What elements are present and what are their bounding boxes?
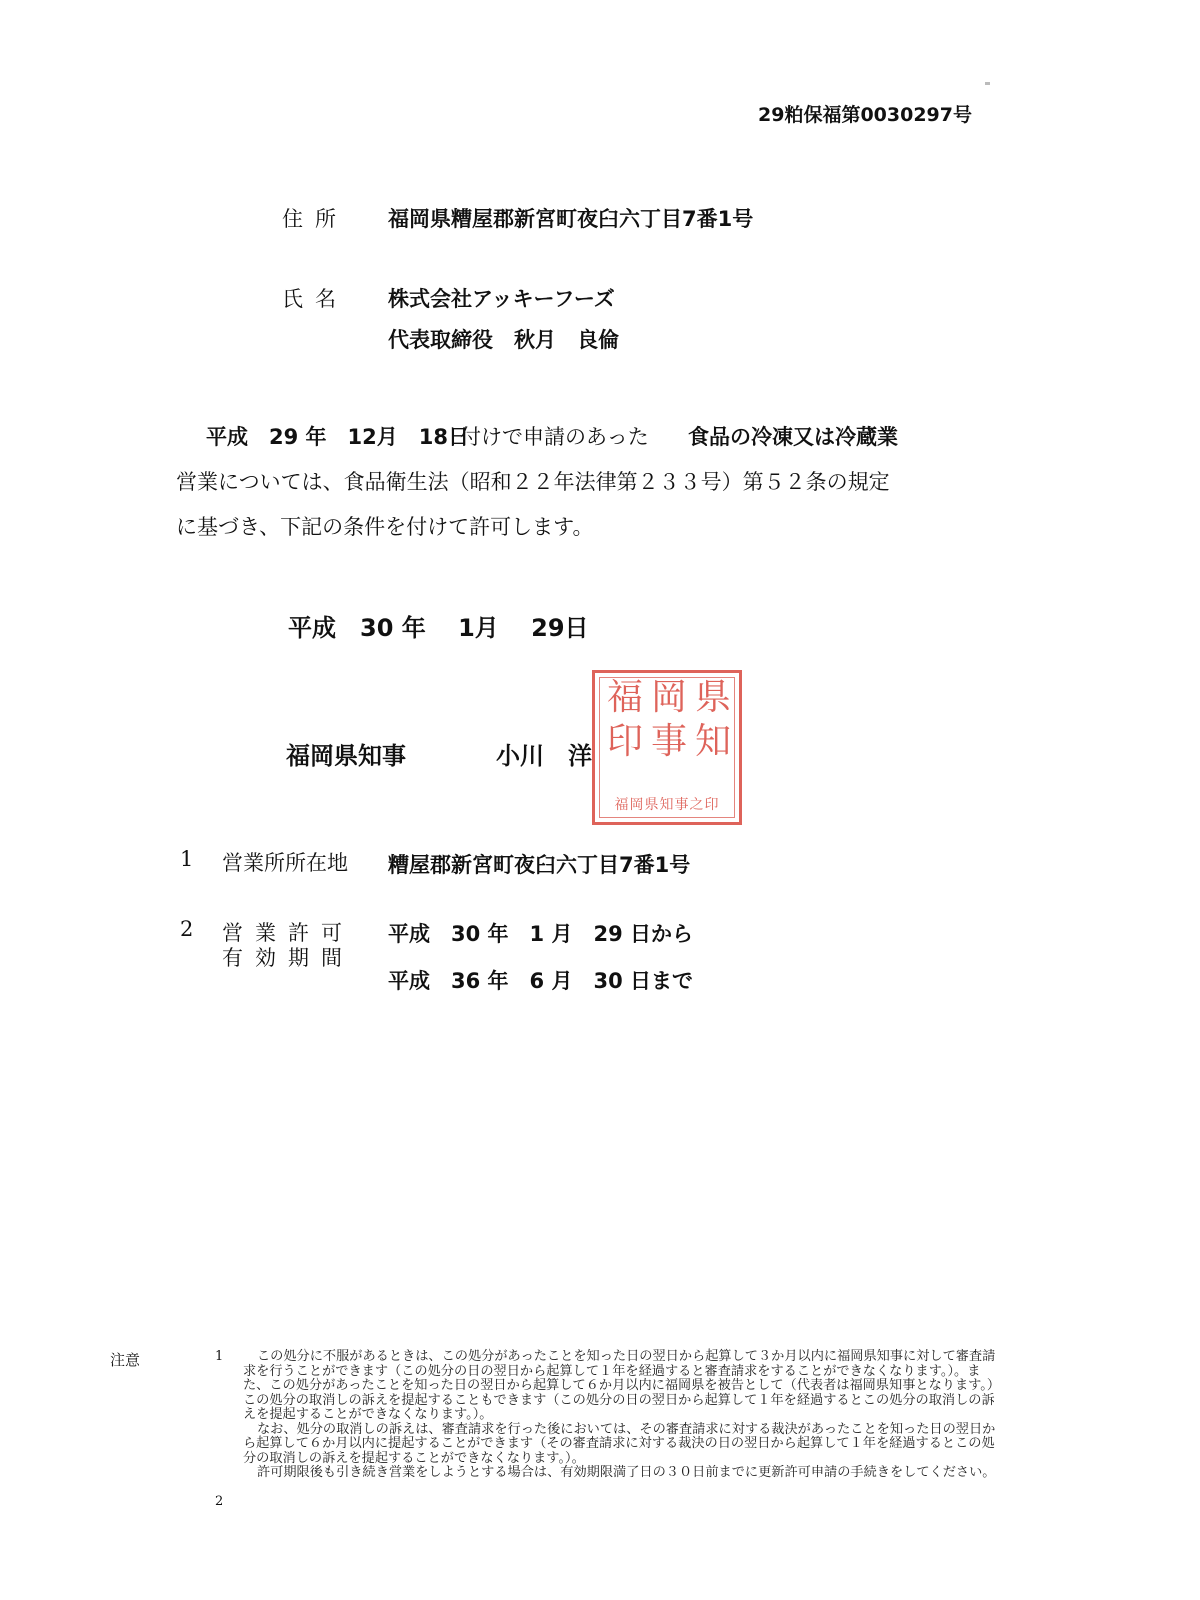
issuer-name: 小川 洋: [496, 742, 592, 770]
name-label: 氏名: [282, 287, 348, 311]
business-type: 食品の冷凍又は冷蔵業: [688, 425, 898, 449]
body-line-2: 営業については、食品衛生法（昭和２２年法律第２３３号）第５２条の規定: [176, 470, 890, 494]
seal-char: 事: [650, 721, 687, 762]
item-2-label-line1: 営業許可: [222, 921, 354, 945]
note-2-paragraph: 許可期限後も引き続き営業をしようとする場合は、有効期限満了日の３０日前までに更新許可申請の手続きをしてください。: [257, 1465, 996, 1480]
seal-char: 知: [694, 721, 731, 762]
item-2-label-line2: 有効期間: [222, 946, 354, 970]
valid-from: 平成 30 年 1 月 29 日から: [388, 922, 693, 946]
issuer-title: 福岡県知事: [286, 742, 406, 770]
item-2-number: 2: [180, 917, 194, 941]
official-seal: [592, 670, 742, 825]
address-label: 住所: [282, 207, 348, 231]
notes-heading: 注意: [110, 1351, 141, 1369]
valid-until: 平成 36 年 6 月 30 日まで: [388, 969, 693, 993]
address-value: 福岡県糟屋郡新宮町夜臼六丁目7番1号: [388, 207, 754, 231]
application-phrase: 付けで申請のあった: [460, 425, 649, 449]
item-1-label: 営業所所在地: [222, 851, 348, 875]
company-name: 株式会社アッキーフーズ: [388, 287, 615, 311]
seal-char: 福: [606, 677, 643, 718]
scan-speck: [985, 82, 990, 85]
business-location: 糟屋郡新宮町夜臼六丁目7番1号: [388, 853, 691, 877]
item-1-number: 1: [180, 847, 194, 871]
notes-block: [243, 1350, 1003, 1481]
note-1-number: 1: [215, 1349, 224, 1364]
seal-char: 岡: [650, 677, 687, 718]
issue-date: 平成 30 年 1月 29日: [288, 614, 589, 642]
note-2-number: 2: [215, 1494, 224, 1509]
note-1-supplement: なお、処分の取消しの訴えは、審査請求を行った後においては、その審査請求に対する裁決があったことを知った日の翌日から起算して６か月以内に提起することができます（その審査請求に対する裁決の日の翌日から起算して１年を経過するとこの処分の取消しの訴えを提起することができなくなります。）。: [243, 1421, 996, 1466]
seal-char: 県: [694, 677, 731, 718]
seal-char: 印: [606, 721, 643, 762]
application-date: 平成 29 年 12月 18日: [206, 425, 469, 449]
note-1-paragraph: この処分に不服があるときは、この処分があったことを知った日の翌日から起算して３か月以内に福岡県知事に対して審査請求を行うことができます（この処分の日の翌日から起算して１年を経過すると審査請求をすることができなくなります。）。また、この処分があったことを知った日の翌日から起算して６か月以内に福岡県を被告として（代表者は福岡県知事となります。）この処分の取消しの訴えを提起することもできます（この処分の日の翌日から起算して１年を経過するとこの処分の取消しの訴えを提起することができなくなります。）。: [243, 1349, 1001, 1422]
document-number: 29粕保福第0030297号: [758, 104, 972, 126]
body-line-3: に基づき、下記の条件を付けて許可します。: [176, 515, 594, 539]
representative-name: 代表取締役 秋月 良倫: [388, 328, 619, 352]
seal-bottom-text: 福岡県知事之印: [614, 797, 720, 813]
